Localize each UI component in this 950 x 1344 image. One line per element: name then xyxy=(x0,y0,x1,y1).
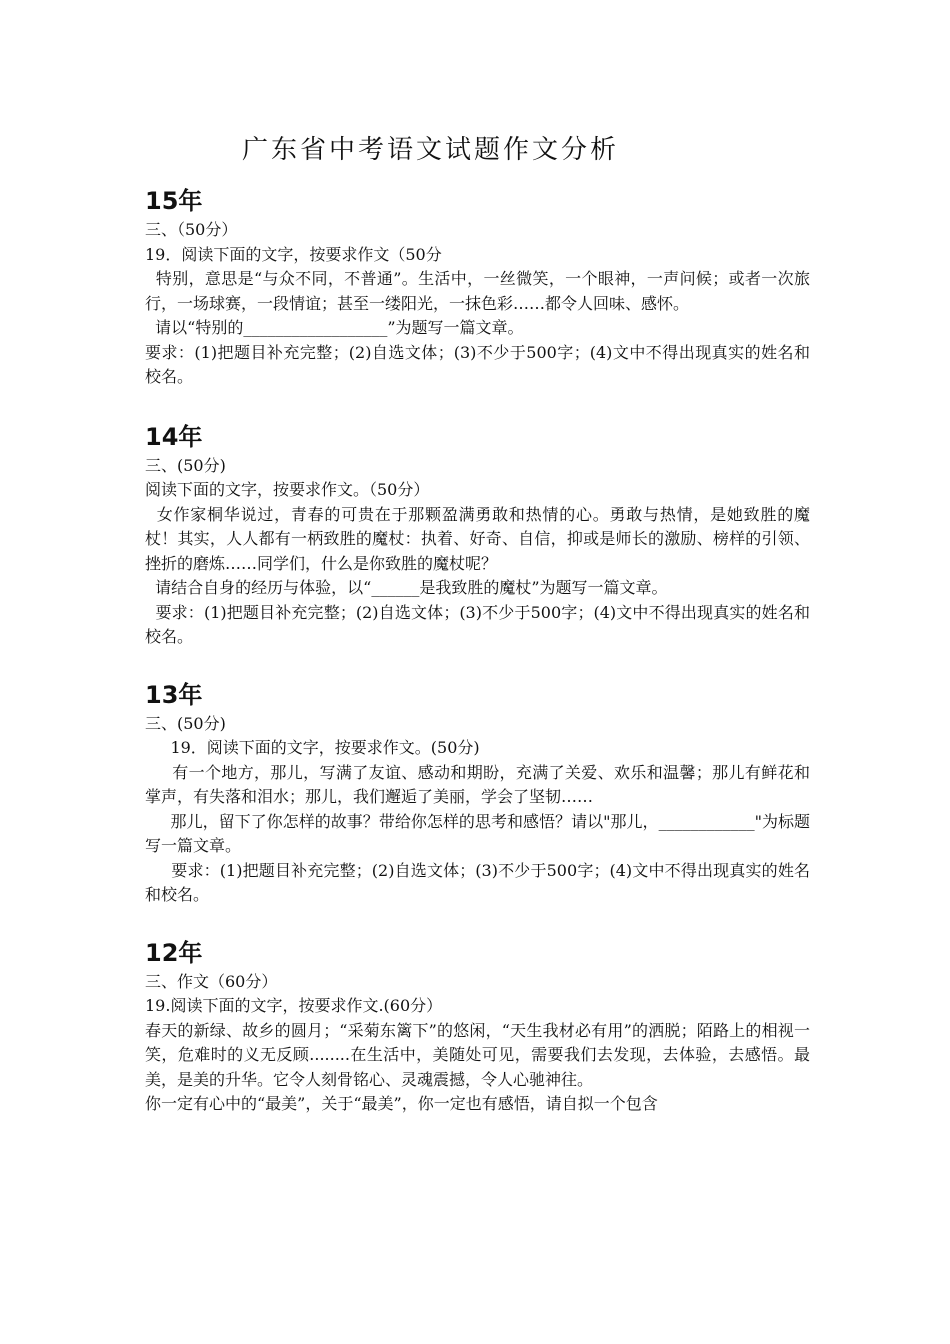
topic-instruction: 那儿，留下了你怎样的故事？带给你怎样的思考和感悟？请以"那儿，____________"为标题写一篇文章。 xyxy=(145,811,810,855)
prompt-paragraph: 有一个地方，那儿，写满了友谊、感动和期盼，充满了关爱、欢乐和温馨；那儿有鲜花和掌声，有失落和泪水；那儿，我们邂逅了美丽，学会了坚韧…… xyxy=(145,762,810,806)
section-year-heading: 15年 xyxy=(145,187,203,215)
topic-instruction: 你一定有心中的“最美”，关于“最美”，你一定也有感悟，请自拟一个包含 xyxy=(145,1094,658,1113)
section-label: 三、(50分) xyxy=(145,455,226,475)
section-2012 xyxy=(145,936,810,1117)
document-title: 广东省中考语文试题作文分析 xyxy=(242,135,620,165)
requirements: 要求：(1)把题目补充完整；(2)自选文体；(3)不少于500字；(4)文中不得出现真实的姓名和校名。 xyxy=(145,860,811,904)
section-2015 xyxy=(145,184,810,390)
section-year-heading: 14年 xyxy=(145,422,203,451)
question-heading: 19．阅读下面的文字，按要求作文。(50分) xyxy=(145,738,480,757)
question-heading: 19.阅读下面的文字，按要求作文.(60分） xyxy=(145,996,443,1015)
section-year-heading: 12年 xyxy=(145,938,203,967)
document-page xyxy=(145,130,810,1117)
section-label: 三、（50分） xyxy=(145,220,238,239)
question-heading: 19．阅读下面的文字，按要求作文（50分 xyxy=(145,244,442,264)
section-year-heading: 13年 xyxy=(145,680,203,709)
requirements: 要求：(1)把题目补充完整；(2)自选文体；(3)不少于500字；(4)文中不得出现真实的姓名和校名。 xyxy=(145,602,810,646)
section-label: 三、(50分) xyxy=(145,713,226,733)
section-label: 三、作文（60分） xyxy=(145,971,278,991)
prompt-paragraph: 春天的新绿、故乡的圆月；“采菊东篱下”的悠闲，“天生我材必有用”的洒脱；陌路上的相视一笑，危难时的义无反顾........在生活中，美随处可见，需要我们去发现，去体验，去感悟。最美，是美的升华。它令人刻骨铭心、灵魂震撼，令人心驰神往。 xyxy=(145,1020,810,1089)
question-heading: 阅读下面的文字，按要求作文。（50分） xyxy=(145,480,430,499)
prompt-paragraph: 女作家桐华说过，青春的可贵在于那颗盈满勇敢和热情的心。勇敢与热情，是她致胜的魔杖！其实，人人都有一柄致胜的魔杖：执着、好奇、自信，抑或是师长的激励、榜样的引领、挫折的磨炼……同学们，什么是你致胜的魔杖呢？ xyxy=(145,504,810,573)
topic-instruction: 请结合自身的经历与体验，以“______是我致胜的魔杖”为题写一篇文章。 xyxy=(145,578,668,597)
prompt-paragraph: 特别，意思是“与众不同，不普通”。生活中，一丝微笑，一个眼神，一声问候；或者一次旅行，一场球赛，一段情谊；甚至一缕阳光，一抹色彩……都令人回味、感怀。 xyxy=(145,269,811,313)
topic-instruction: 请以“特别的__________________”为题写一篇文章。 xyxy=(145,318,524,337)
section-2014 xyxy=(145,420,810,650)
requirements: 要求：(1)把题目补充完整；(2)自选文体；(3)不少于500字；(4)文中不得出现真实的姓名和校名。 xyxy=(145,342,810,386)
section-2013 xyxy=(145,678,810,908)
